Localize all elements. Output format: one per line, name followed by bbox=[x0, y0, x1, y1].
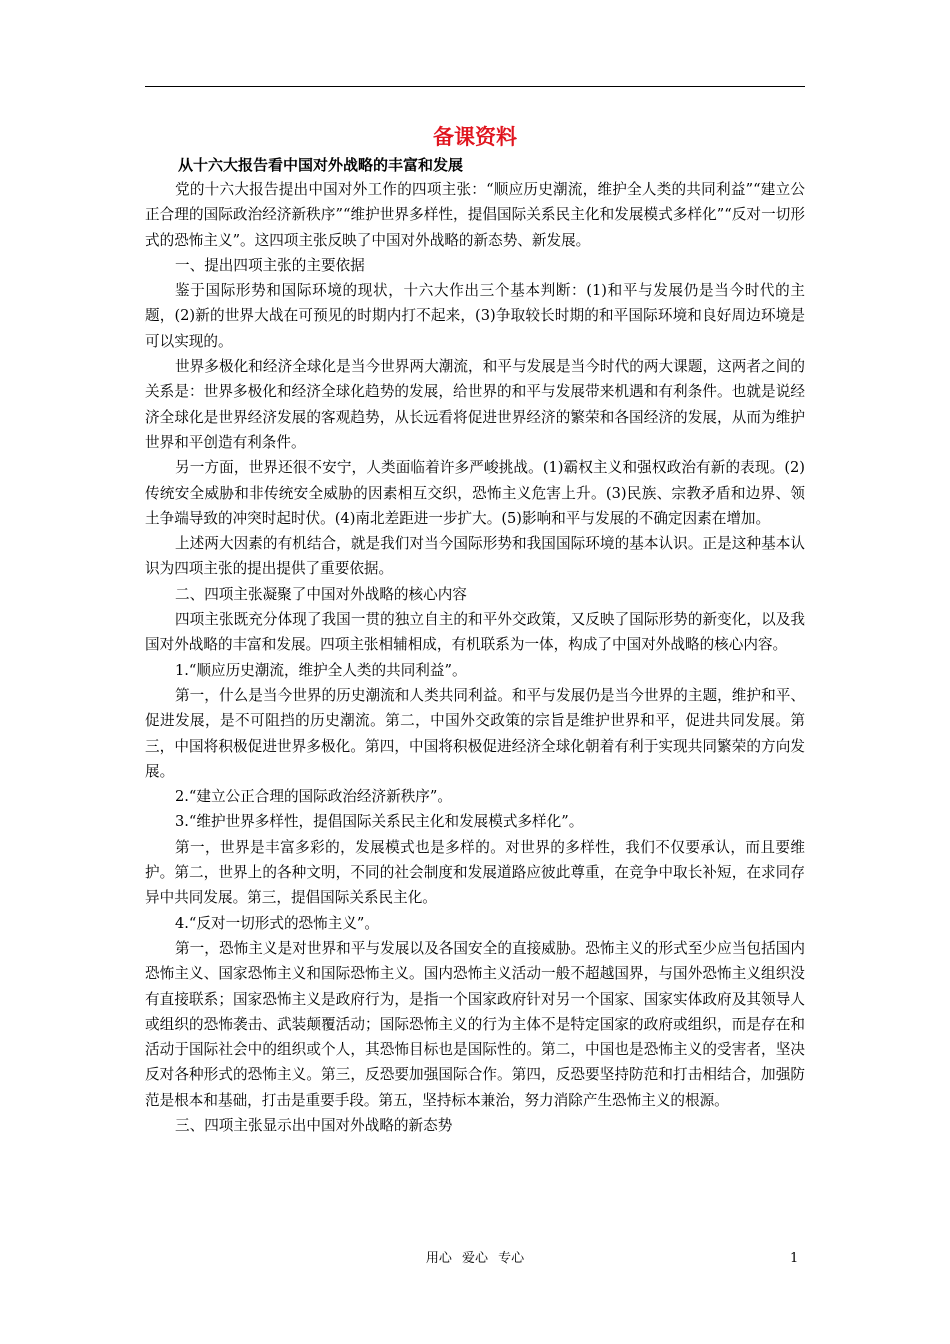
header-rule bbox=[145, 86, 805, 87]
paragraph: 第一，恐怖主义是对世界和平与发展以及各国安全的直接威胁。恐怖主义的形式至少应当包括国内恐怖主义、国家恐怖主义和国际恐怖主义。国内恐怖主义活动一般不超越国界，与国外恐怖主义组织没有直接联系；国家恐怖主义是政府行为，是指一个国家政府针对另一个国家、国家实体政府及其领导人或组织的恐怖袭击、武装颠覆活动；国际恐怖主义的行为主体不是特定国家的政府或组织，而是存在和活动于国际社会中的组织或个人，其恐怖目标也是国际性的。第二，中国也是恐怖主义的受害者，坚决反对各种形式的恐怖主义。第三，反恐要加强国际合作。第四，反恐要坚持防范和打击相结合，加强防范是根本和基础，打击是重要手段。第五，坚持标本兼治，努力消除产生恐怖主义的根源。 bbox=[145, 939, 805, 1109]
paragraph: 第一，世界是丰富多彩的，发展模式也是多样的。对世界的多样性，我们不仅要承认，而且要维护。第二，世界上的各种文明，不同的社会制度和发展道路应彼此尊重，在竞争中取长补短，在求同存异中共同发展。第三，提倡国际关系民主化。 bbox=[145, 838, 805, 907]
paragraph: 四项主张既充分体现了我国一贯的独立自主的和平外交政策，又反映了国际形势的新变化，以及我国对外战略的丰富和发展。四项主张相辅相成，有机联系为一体，构成了中国对外战略的核心内容。 bbox=[145, 611, 805, 654]
section-heading: 三、四项主张显示出中国对外战略的新态势 bbox=[175, 1116, 453, 1134]
footer-motto: 用心 爱心 专心 bbox=[425, 1251, 525, 1266]
paragraph: 世界多极化和经济全球化是当今世界两大潮流，和平与发展是当今时代的两大课题，这两者之间的关系是：世界多极化和经济全球化趋势的发展，给世界的和平与发展带来机遇和有利条件。也就是说经济全球化是世界经济发展的客观趋势，从长远看将促进世界经济的繁荣和各国经济的发展，从而为维护世界和平创造有利条件。 bbox=[145, 358, 805, 451]
paragraph: 第一，什么是当今世界的历史潮流和人类共同利益。和平与发展仍是当今世界的主题，维护和平、促进发展，是不可阻挡的历史潮流。第二，中国外交政策的宗旨是维护世界和平，促进共同发展。第三，中国将积极促进世界多极化。第四，中国将积极促进经济全球化朝着有利于实现共同繁荣的方向发展。 bbox=[145, 686, 805, 780]
document-subtitle: 从十六大报告看中国对外战略的丰富和发展 bbox=[178, 156, 464, 174]
section-heading: 一、提出四项主张的主要依据 bbox=[175, 256, 365, 274]
section-heading: 二、四项主张凝聚了中国对外战略的核心内容 bbox=[175, 585, 467, 603]
list-item-heading: 1.“顺应历史潮流，维护全人类的共同利益”。 bbox=[175, 661, 467, 679]
list-item-heading: 4.“反对一切形式的恐怖主义”。 bbox=[175, 914, 379, 932]
list-item-heading: 3.“维护世界多样性，提倡国际关系民主化和发展模式多样化”。 bbox=[175, 813, 584, 831]
paragraph: 鉴于国际形势和国际环境的现状，十六大作出三个基本判断：(1)和平与发展仍是当今时代的主题，(2)新的世界大战在可预见的时期内打不起来，(3)争取较长时期的和平国际环境和良好周边环境是可以实现的。 bbox=[145, 282, 805, 350]
list-item-heading: 2.“建立公正合理的国际政治经济新秩序”。 bbox=[175, 788, 452, 806]
document-title: 备课资料 bbox=[433, 124, 517, 149]
paragraph: 上述两大因素的有机结合，就是我们对当今国际形势和我国国际环境的基本认识。正是这种基本认识为四项主张的提出提供了重要依据。 bbox=[145, 535, 805, 578]
page-number: 1 bbox=[790, 1251, 799, 1266]
paragraph: 党的十六大报告提出中国对外工作的四项主张：“顺应历史潮流，维护全人类的共同利益”“建立公正合理的国际政治经济新秩序”“维护世界多样性，提倡国际关系民主化和发展模式多样化”“反对一切形式的恐怖主义”。这四项主张反映了中国对外战略的新态势、新发展。 bbox=[145, 181, 805, 249]
paragraph: 另一方面，世界还很不安宁，人类面临着许多严峻挑战。(1)霸权主义和强权政治有新的表现。(2)传统安全威胁和非传统安全威胁的因素相互交织，恐怖主义危害上升。(3)民族、宗教矛盾和边界、领土争端导致的冲突时起时伏。(4)南北差距进一步扩大。(5)影响和平与发展的不确定因素在增加。 bbox=[145, 459, 805, 527]
document-body bbox=[145, 177, 805, 1138]
